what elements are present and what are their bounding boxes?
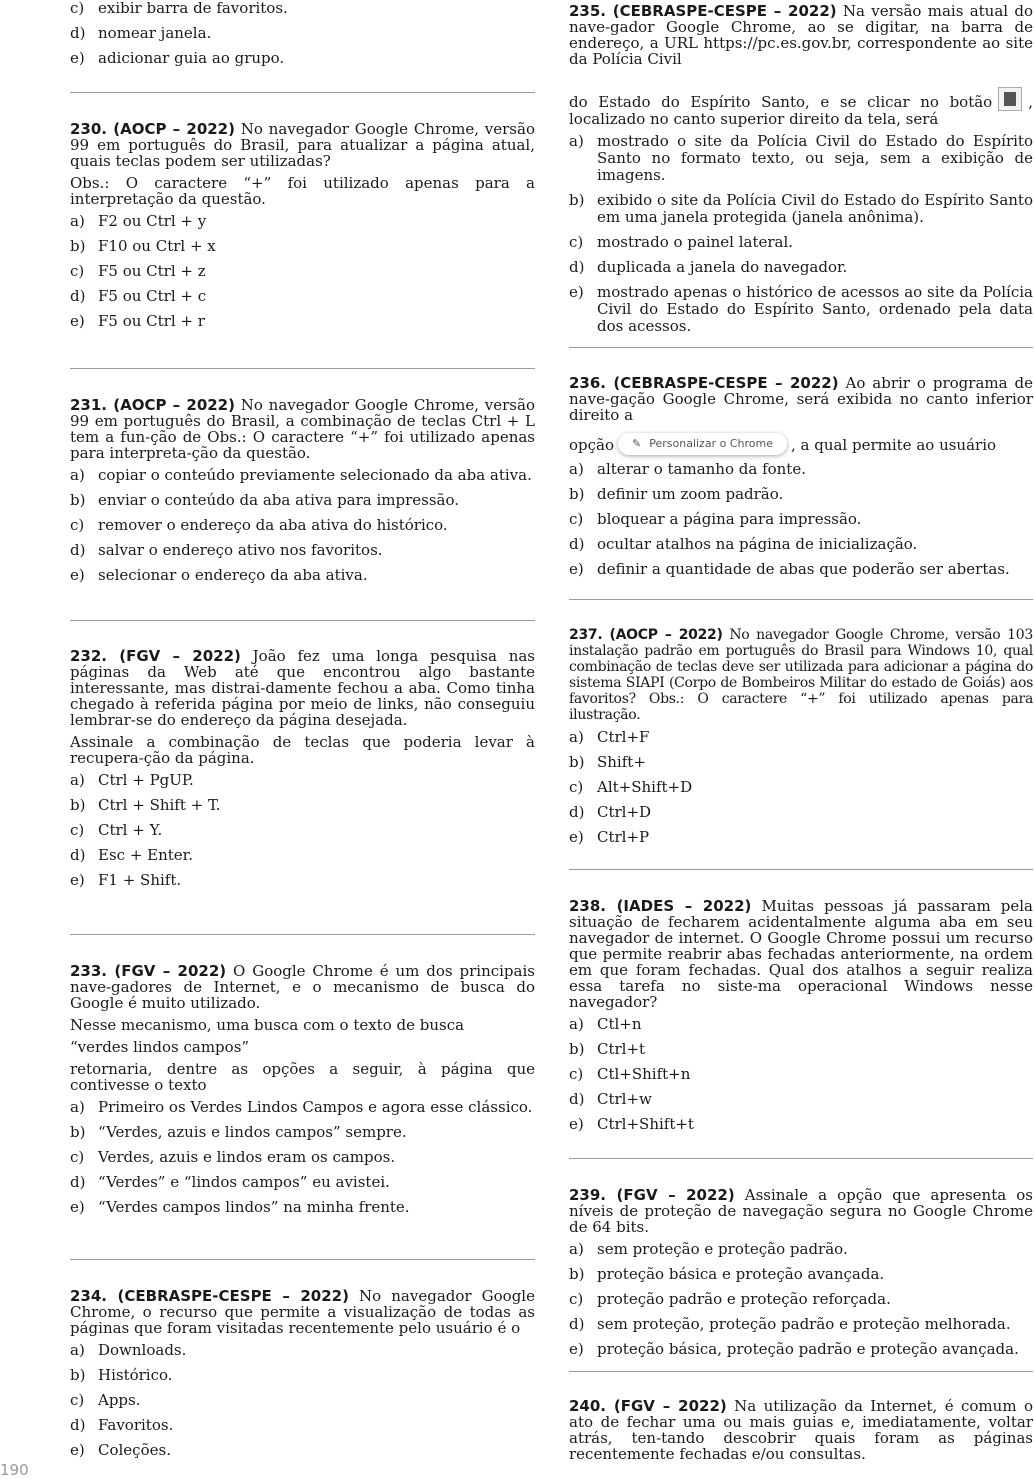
option: e) Coleções. <box>70 1441 171 1459</box>
question-text: 238. (IADES – 2022) Muitas pessoas já passaram pela situação de fecharem acidentalmente alguma aba em seu navegador de internet. O Google Chrome possui um recurso que permite reabrir abas fechadas anteriormente, na ordem em que foram fechadas. Qual dos atalhos a seguir realiza essa tarefa no siste-ma operacional Windows nesse navegador? <box>569 897 1033 1011</box>
question-232 <box>70 648 535 897</box>
option: c) Verdes, azuis e lindos eram os campos. <box>70 1148 396 1166</box>
divider <box>70 620 535 621</box>
question-text-2: Assinale a combinação de teclas que poderia levar à recupera-ção da página. <box>70 733 535 767</box>
side-panel-button-icon <box>998 87 1022 111</box>
question-text-4: retornaria, dentre as opções a seguir, à página que contivesse o texto <box>70 1060 535 1094</box>
option: d) F5 ou Ctrl + c <box>70 287 207 305</box>
option: c) Apps. <box>70 1391 141 1409</box>
question-236 <box>569 375 1033 586</box>
option: d) “Verdes” e “lindos campos” eu avistei. <box>70 1173 390 1191</box>
question-text: 230. (AOCP – 2022) No navegador Google Chrome, versão 99 em português do Brasil, para atualizar a página atual, quais teclas podem ser utilizadas? <box>70 120 535 170</box>
option: b) Ctrl + Shift + T. <box>70 796 221 814</box>
question-text: 233. (FGV – 2022) O Google Chrome é um dos principais nave-gadores de Internet, e o mecanismo de busca do Google é muito utilizado. <box>70 962 535 1012</box>
search-query-text: “verdes lindos campos” <box>70 1038 250 1056</box>
option: d) Ctrl+w <box>569 1090 652 1108</box>
question-text-2: opção ✎ Personalizar o Chrome , a qual permite ao usuário <box>569 433 1033 455</box>
option: c) mostrado o painel lateral. <box>569 233 794 251</box>
divider <box>569 347 1033 348</box>
option: a) Ctl+n <box>569 1015 642 1033</box>
option: c) exibir barra de favoritos. <box>70 0 288 17</box>
option: b) Histórico. <box>70 1366 173 1384</box>
option: e) selecionar o endereço da aba ativa. <box>70 566 368 584</box>
option: a) sem proteção e proteção padrão. <box>569 1240 848 1258</box>
option: a) copiar o conteúdo previamente selecionado da aba ativa. <box>70 466 532 484</box>
option: d) nomear janela. <box>70 24 212 42</box>
pencil-icon: ✎ <box>632 437 642 450</box>
question-239 <box>569 1187 1033 1366</box>
option: e) F5 ou Ctrl + r <box>70 312 205 330</box>
page-number: 190 <box>0 1461 29 1479</box>
option: d) Esc + Enter. <box>70 846 193 864</box>
option: b) “Verdes, azuis e lindos campos” sempre. <box>70 1123 407 1141</box>
question-text: 240. (FGV – 2022) Na utilização da Internet, é comum o ato de fechar uma ou mais guias e, imediatamente, voltar atrás, ten-tando descobrir quais foram as páginas recentemente fechadas e/ou consultas. <box>569 1397 1033 1463</box>
option: b) Shift+ <box>569 753 646 771</box>
option: c) Ctrl + Y. <box>70 821 163 839</box>
divider <box>70 1259 535 1260</box>
option: d) Ctrl+D <box>569 803 652 821</box>
option: e) adicionar guia ao grupo. <box>70 49 285 67</box>
question-231 <box>70 397 535 592</box>
question-text: 235. (CEBRASPE-CESPE – 2022) Na versão mais atual do nave-gador Google Chrome, ao se digitar, na barra de endereço, a URL https://pc.es.gov.br, correspondente ao site da Polícia Civil <box>569 2 1033 68</box>
question-233 <box>70 963 535 1224</box>
question-text: 239. (FGV – 2022) Assinale a opção que apresenta os níveis de proteção de navegação segura no Google Chrome de 64 bits. <box>569 1186 1033 1236</box>
divider <box>569 599 1033 600</box>
question-240 <box>569 1398 1033 1468</box>
divider <box>70 934 535 935</box>
divider <box>569 1371 1033 1372</box>
question-235 <box>569 3 1033 343</box>
question-text-2: do Estado do Espírito Santo, e se clicar no botão , localizado no canto superior direito da tela, será <box>569 87 1033 127</box>
option: a) Ctrl+F <box>569 728 650 746</box>
option: c) Alt+Shift+D <box>569 778 693 796</box>
option: a) Ctrl + PgUP. <box>70 771 194 789</box>
divider <box>70 368 535 369</box>
question-text: 232. (FGV – 2022) João fez uma longa pesquisa nas páginas da Web até que encontrou algo bastante interessante, mas distrai-damente fechou a aba. Como tinha chegado à referida página por meio de links, não conseguiu lembrar-se do endereço da página desejada. <box>70 647 535 729</box>
option: d) duplicada a janela do navegador. <box>569 258 848 276</box>
question-note: Obs.: O caractere “+” foi utilizado apenas para a interpretação da questão. <box>70 174 535 208</box>
option: e) definir a quantidade de abas que poderão ser abertas. <box>569 560 1010 578</box>
option: b) F10 ou Ctrl + x <box>70 237 216 255</box>
option: d) Favoritos. <box>70 1416 174 1434</box>
question-text-2: Nesse mecanismo, uma busca com o texto de busca <box>70 1016 465 1034</box>
divider <box>569 869 1033 870</box>
option: e) Ctrl+Shift+t <box>569 1115 694 1133</box>
question-text: 236. (CEBRASPE-CESPE – 2022) Ao abrir o programa de nave-gação Google Chrome, será exibida no canto inferior direito a <box>569 374 1033 424</box>
question-text: 237. (AOCP – 2022) No navegador Google Chrome, versão 103 instalação padrão em português do Brasil para Windows 10, qual combinação de teclas deve ser utilizada para adicionar a página do sistema SIAPI (Corpo de Bombeiros Militar do estado de Goiás) aos favoritos? Obs.: O caractere “+” foi utilizado apenas para ilustração. <box>569 627 1033 723</box>
option: e) mostrado apenas o histórico de acessos ao site da Polícia Civil do Estado do Espírito Santo, ordenado pela data dos acessos. <box>569 283 1033 335</box>
option: a) Primeiro os Verdes Lindos Campos e agora esse clássico. <box>70 1098 533 1116</box>
option: b) proteção básica e proteção avançada. <box>569 1265 885 1283</box>
option: c) Ctl+Shift+n <box>569 1065 691 1083</box>
question-237 <box>569 627 1033 854</box>
question-234 <box>70 1288 535 1467</box>
customize-chrome-chip: ✎ Personalizar o Chrome <box>618 433 787 455</box>
divider <box>569 1158 1033 1159</box>
option: e) proteção básica, proteção padrão e proteção avançada. <box>569 1340 1019 1358</box>
options-list <box>70 0 535 75</box>
question-230 <box>70 121 535 338</box>
option: c) F5 ou Ctrl + z <box>70 262 206 280</box>
divider <box>70 92 535 93</box>
option: d) ocultar atalhos na página de inicialização. <box>569 535 918 553</box>
question-text: 231. (AOCP – 2022) No navegador Google Chrome, versão 99 em português do Brasil, a combinação de teclas Ctrl + L tem a fun-ção de Obs.: O caractere “+” foi utilizado apenas para interpreta-ção da questão. <box>70 396 535 462</box>
option: c) remover o endereço da aba ativa do histórico. <box>70 516 448 534</box>
option: a) Downloads. <box>70 1341 187 1359</box>
question-text: 234. (CEBRASPE-CESPE – 2022) No navegador Google Chrome, o recurso que permite a visualização de todas as páginas que foram visitadas recentemente pelo usuário é o <box>70 1287 535 1337</box>
option: b) Ctrl+t <box>569 1040 646 1058</box>
option: d) sem proteção, proteção padrão e proteção melhorada. <box>569 1315 1011 1333</box>
option: c) bloquear a página para impressão. <box>569 510 862 528</box>
option: a) mostrado o site da Polícia Civil do Estado do Espírito Santo no formato texto, ou seja, sem a exibição de imagens. <box>569 132 1033 184</box>
option: a) F2 ou Ctrl + y <box>70 212 207 230</box>
option: e) Ctrl+P <box>569 828 650 846</box>
option: b) enviar o conteúdo da aba ativa para impressão. <box>70 491 460 509</box>
option: d) salvar o endereço ativo nos favoritos. <box>70 541 383 559</box>
question-238 <box>569 898 1033 1141</box>
option: b) definir um zoom padrão. <box>569 485 784 503</box>
option: e) F1 + Shift. <box>70 871 182 889</box>
option: b) exibido o site da Polícia Civil do Estado do Espírito Santo em uma janela protegida (janela anônima). <box>569 191 1033 226</box>
option: e) “Verdes campos lindos” na minha frente. <box>70 1198 410 1216</box>
option: a) alterar o tamanho da fonte. <box>569 460 806 478</box>
option: c) proteção padrão e proteção reforçada. <box>569 1290 891 1308</box>
